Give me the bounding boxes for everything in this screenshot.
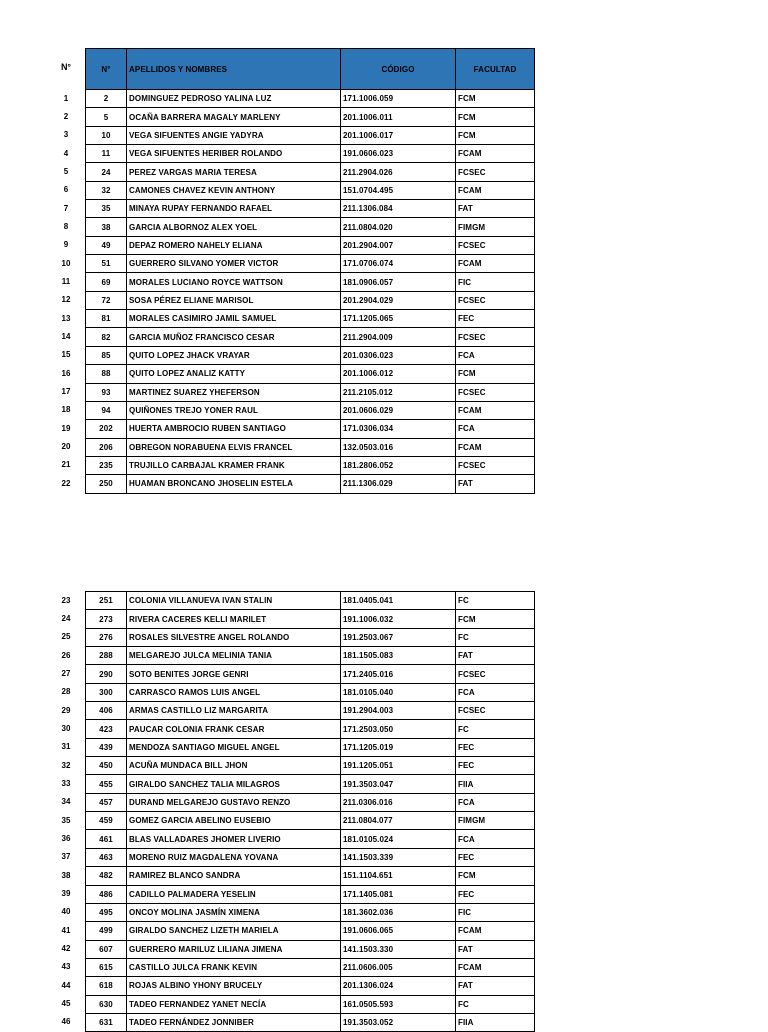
cell-number: 461 <box>86 830 127 848</box>
table-row <box>86 1013 535 1031</box>
cell-name: CAMONES CHAVEZ KEVIN ANTHONY <box>127 181 341 199</box>
cell-number: 5 <box>86 108 127 126</box>
cell-faculty: FCAM <box>456 438 535 456</box>
row-index: 16 <box>61 368 71 378</box>
cell-code: 141.1503.330 <box>341 940 456 958</box>
cell-code: 181.0906.057 <box>341 273 456 291</box>
row-index: 27 <box>61 668 71 678</box>
cell-number: 11 <box>86 145 127 163</box>
cell-faculty: FIIA <box>456 775 535 793</box>
cell-faculty: FCM <box>456 867 535 885</box>
cell-number: 38 <box>86 218 127 236</box>
cell-name: PEREZ VARGAS MARIA TERESA <box>127 163 341 181</box>
cell-number: 10 <box>86 126 127 144</box>
cell-faculty: FIMGM <box>456 218 535 236</box>
cell-faculty: FC <box>456 592 535 610</box>
cell-faculty: FCSEC <box>456 702 535 720</box>
cell-number: 423 <box>86 720 127 738</box>
row-index: 32 <box>61 760 71 770</box>
table-row <box>86 702 535 720</box>
cell-faculty: FEC <box>456 757 535 775</box>
cell-name: PAUCAR COLONIA FRANK CESAR <box>127 720 341 738</box>
cell-code: 181.2806.052 <box>341 456 456 474</box>
cell-name: CARRASCO RAMOS LUIS ANGEL <box>127 683 341 701</box>
cell-faculty: FCM <box>456 126 535 144</box>
cell-code: 171.1205.019 <box>341 738 456 756</box>
table-row <box>86 958 535 976</box>
cell-name: HUAMAN BRONCANO JHOSELIN ESTELA <box>127 475 341 493</box>
cell-number: 35 <box>86 200 127 218</box>
cell-faculty: FCA <box>456 830 535 848</box>
cell-code: 181.1505.083 <box>341 647 456 665</box>
table-row <box>86 273 535 291</box>
cell-number: 455 <box>86 775 127 793</box>
table-row <box>86 291 535 309</box>
table-row <box>86 420 535 438</box>
table-row <box>86 328 535 346</box>
table-row <box>86 383 535 401</box>
row-index: 37 <box>61 852 71 862</box>
row-index: 29 <box>61 705 71 715</box>
cell-faculty: FCA <box>456 346 535 364</box>
cell-number: 486 <box>86 885 127 903</box>
cell-code: 171.0706.074 <box>341 255 456 273</box>
cell-name: VEGA SIFUENTES ANGIE YADYRA <box>127 126 341 144</box>
cell-faculty: FCM <box>456 610 535 628</box>
cell-number: 93 <box>86 383 127 401</box>
cell-number: 273 <box>86 610 127 628</box>
cell-code: 151.0704.495 <box>341 181 456 199</box>
table-row <box>86 145 535 163</box>
cell-name: ONCOY MOLINA JASMÍN XIMENA <box>127 903 341 921</box>
table-row <box>86 793 535 811</box>
cell-faculty: FIIA <box>456 1013 535 1031</box>
row-index-column-1 <box>50 90 82 494</box>
cell-faculty: FC <box>456 720 535 738</box>
cell-code: 201.0306.023 <box>341 346 456 364</box>
row-index: 39 <box>61 889 71 898</box>
cell-name: QUITO LOPEZ JHACK VRAYAR <box>127 346 341 364</box>
cell-name: SOSA PÉREZ ELIANE MARISOL <box>127 291 341 309</box>
cell-name: QUITO LOPEZ ANALIZ KATTY <box>127 365 341 383</box>
cell-number: 32 <box>86 181 127 199</box>
cell-faculty: FCSEC <box>456 163 535 181</box>
row-index: 2 <box>63 111 69 121</box>
cell-number: 276 <box>86 628 127 646</box>
row-index: 30 <box>61 723 71 733</box>
cell-name: ROJAS ALBINO YHONY BRUCELY <box>127 977 341 995</box>
cell-faculty: FCSEC <box>456 383 535 401</box>
cell-name: HUERTA AMBROCIO RUBEN SANTIAGO <box>127 420 341 438</box>
cell-number: 235 <box>86 456 127 474</box>
cell-faculty: FCM <box>456 365 535 383</box>
table-row <box>86 738 535 756</box>
table-row <box>86 592 535 610</box>
cell-number: 49 <box>86 236 127 254</box>
cell-code: 201.0606.029 <box>341 401 456 419</box>
cell-code: 171.0306.034 <box>341 420 456 438</box>
cell-number: 439 <box>86 738 127 756</box>
students-table-2 <box>85 591 535 1032</box>
cell-code: 211.0306.016 <box>341 793 456 811</box>
cell-name: ROSALES SILVESTRE ANGEL ROLANDO <box>127 628 341 646</box>
cell-name: MORALES LUCIANO ROYCE WATTSON <box>127 273 341 291</box>
header-name: APELLIDOS Y NOMBRES <box>127 49 341 90</box>
cell-number: 630 <box>86 995 127 1013</box>
cell-code: 171.2503.050 <box>341 720 456 738</box>
row-index: 34 <box>61 797 71 807</box>
row-index: 18 <box>61 405 71 415</box>
cell-number: 618 <box>86 977 127 995</box>
row-index: 4 <box>63 148 69 158</box>
row-index: 43 <box>61 962 71 972</box>
cell-number: 72 <box>86 291 127 309</box>
header-code: CÓDIGO <box>341 49 456 90</box>
cell-faculty: FAT <box>456 475 535 493</box>
cell-number: 495 <box>86 903 127 921</box>
cell-faculty: FCAM <box>456 145 535 163</box>
cell-code: 191.0606.065 <box>341 922 456 940</box>
cell-code: 191.0606.023 <box>341 145 456 163</box>
cell-name: DEPAZ ROMERO NAHELY ELIANA <box>127 236 341 254</box>
cell-faculty: FAT <box>456 200 535 218</box>
cell-faculty: FEC <box>456 738 535 756</box>
cell-name: GIRALDO SANCHEZ LIZETH MARIELA <box>127 922 341 940</box>
row-index: 1 <box>63 93 69 103</box>
table-row <box>86 200 535 218</box>
table-row <box>86 720 535 738</box>
cell-faculty: FC <box>456 995 535 1013</box>
cell-name: VEGA SIFUENTES HERIBER ROLANDO <box>127 145 341 163</box>
cell-number: 615 <box>86 958 127 976</box>
table-row <box>86 683 535 701</box>
table-row <box>86 475 535 493</box>
cell-name: MORENO RUIZ MAGDALENA YOVANA <box>127 848 341 866</box>
row-index: 19 <box>61 423 71 433</box>
cell-code: 132.0503.016 <box>341 438 456 456</box>
cell-code: 211.0804.020 <box>341 218 456 236</box>
table-row <box>86 218 535 236</box>
cell-number: 2 <box>86 90 127 108</box>
cell-name: MINAYA RUPAY FERNANDO RAFAEL <box>127 200 341 218</box>
table-row <box>86 977 535 995</box>
row-index: 38 <box>61 870 71 880</box>
table-row <box>86 181 535 199</box>
cell-code: 211.2904.009 <box>341 328 456 346</box>
cell-faculty: FCAM <box>456 958 535 976</box>
table-row <box>86 757 535 775</box>
row-index: 13 <box>61 313 71 323</box>
row-index: 23 <box>61 595 71 605</box>
table-row <box>86 401 535 419</box>
table-row <box>86 346 535 364</box>
cell-code: 171.1205.065 <box>341 310 456 328</box>
header-number: N° <box>86 49 127 90</box>
cell-number: 406 <box>86 702 127 720</box>
row-index: 41 <box>61 925 71 935</box>
table-row <box>86 867 535 885</box>
cell-code: 191.1205.051 <box>341 757 456 775</box>
cell-name: COLONIA VILLANUEVA IVAN STALIN <box>127 592 341 610</box>
cell-name: DURAND MELGAREJO GUSTAVO RENZO <box>127 793 341 811</box>
cell-code: 201.1006.012 <box>341 365 456 383</box>
cell-code: 211.1306.084 <box>341 200 456 218</box>
row-index: 6 <box>63 185 69 195</box>
table-header-row <box>86 49 535 90</box>
cell-code: 201.1006.011 <box>341 108 456 126</box>
row-index: 28 <box>61 687 71 697</box>
row-index: 3 <box>63 130 69 140</box>
row-index: 45 <box>61 999 71 1009</box>
table-row <box>86 903 535 921</box>
row-index: 36 <box>61 833 71 843</box>
cell-name: GARCIA ALBORNOZ ALEX YOEL <box>127 218 341 236</box>
table-row <box>86 848 535 866</box>
cell-number: 607 <box>86 940 127 958</box>
cell-name: RIVERA CACERES KELLI MARILET <box>127 610 341 628</box>
row-index: 42 <box>61 944 71 954</box>
cell-faculty: FCAM <box>456 255 535 273</box>
cell-code: 211.0606.005 <box>341 958 456 976</box>
cell-name: GARCIA MUÑOZ FRANCISCO CESAR <box>127 328 341 346</box>
row-index: 22 <box>61 478 71 488</box>
table-row <box>86 830 535 848</box>
cell-code: 181.0105.024 <box>341 830 456 848</box>
cell-number: 290 <box>86 665 127 683</box>
table-row <box>86 775 535 793</box>
cell-name: GOMEZ GARCIA ABELINO EUSEBIO <box>127 812 341 830</box>
cell-name: TRUJILLO CARBAJAL KRAMER FRANK <box>127 456 341 474</box>
cell-number: 88 <box>86 365 127 383</box>
cell-faculty: FCAM <box>456 922 535 940</box>
cell-code: 201.2904.029 <box>341 291 456 309</box>
cell-number: 457 <box>86 793 127 811</box>
table-row <box>86 628 535 646</box>
row-index-column-2 <box>50 592 82 1032</box>
cell-number: 82 <box>86 328 127 346</box>
row-index: 9 <box>63 240 69 250</box>
cell-code: 151.1104.651 <box>341 867 456 885</box>
cell-code: 171.1405.081 <box>341 885 456 903</box>
outer-number-header: N° <box>60 62 72 72</box>
row-index: 25 <box>61 632 71 642</box>
cell-faculty: FCM <box>456 90 535 108</box>
cell-faculty: FCA <box>456 683 535 701</box>
cell-number: 251 <box>86 592 127 610</box>
cell-name: SOTO BENITES JORGE GENRI <box>127 665 341 683</box>
cell-number: 81 <box>86 310 127 328</box>
cell-number: 499 <box>86 922 127 940</box>
cell-name: CASTILLO JULCA FRANK KEVIN <box>127 958 341 976</box>
table-row <box>86 163 535 181</box>
cell-faculty: FIC <box>456 273 535 291</box>
cell-number: 300 <box>86 683 127 701</box>
cell-faculty: FEC <box>456 848 535 866</box>
cell-faculty: FAT <box>456 977 535 995</box>
cell-faculty: FCAM <box>456 401 535 419</box>
cell-code: 181.0405.041 <box>341 592 456 610</box>
cell-number: 51 <box>86 255 127 273</box>
cell-faculty: FCSEC <box>456 236 535 254</box>
table-row <box>86 610 535 628</box>
table-row <box>86 108 535 126</box>
cell-code: 211.0804.077 <box>341 812 456 830</box>
table-row <box>86 310 535 328</box>
cell-name: GUERRERO MARILUZ LILIANA JIMENA <box>127 940 341 958</box>
cell-faculty: FCSEC <box>456 328 535 346</box>
header-faculty: FACULTAD <box>456 49 535 90</box>
cell-code: 191.3503.052 <box>341 1013 456 1031</box>
cell-name: ACUÑA MUNDACA BILL JHON <box>127 757 341 775</box>
cell-name: MARTINEZ SUAREZ YHEFERSON <box>127 383 341 401</box>
cell-code: 191.2503.067 <box>341 628 456 646</box>
cell-number: 288 <box>86 647 127 665</box>
row-index: 14 <box>61 331 71 341</box>
cell-code: 141.1503.339 <box>341 848 456 866</box>
cell-number: 463 <box>86 848 127 866</box>
cell-faculty: FCA <box>456 420 535 438</box>
row-index: 44 <box>61 980 71 990</box>
cell-number: 94 <box>86 401 127 419</box>
cell-name: QUIÑONES TREJO YONER RAUL <box>127 401 341 419</box>
table-row <box>86 365 535 383</box>
cell-name: BLAS VALLADARES JHOMER LIVERIO <box>127 830 341 848</box>
cell-name: MENDOZA SANTIAGO MIGUEL ANGEL <box>127 738 341 756</box>
row-index: 26 <box>61 650 71 660</box>
cell-name: OBREGON NORABUENA ELVIS FRANCEL <box>127 438 341 456</box>
cell-code: 171.1006.059 <box>341 90 456 108</box>
cell-code: 181.0105.040 <box>341 683 456 701</box>
table-row <box>86 665 535 683</box>
cell-name: DOMINGUEZ PEDROSO YALINA LUZ <box>127 90 341 108</box>
cell-name: GIRALDO SANCHEZ TALIA MILAGROS <box>127 775 341 793</box>
row-index: 31 <box>61 742 71 752</box>
row-index: 12 <box>61 295 71 305</box>
cell-code: 191.2904.003 <box>341 702 456 720</box>
cell-faculty: FCSEC <box>456 665 535 683</box>
cell-number: 450 <box>86 757 127 775</box>
row-index: 15 <box>61 350 71 360</box>
cell-code: 171.2405.016 <box>341 665 456 683</box>
table-row <box>86 438 535 456</box>
table-row <box>86 995 535 1013</box>
cell-faculty: FIC <box>456 903 535 921</box>
row-index: 10 <box>61 258 71 268</box>
cell-code: 211.1306.029 <box>341 475 456 493</box>
row-index: 8 <box>63 221 69 231</box>
table-row <box>86 885 535 903</box>
cell-name: ARMAS CASTILLO LIZ MARGARITA <box>127 702 341 720</box>
cell-faculty: FC <box>456 628 535 646</box>
row-index: 24 <box>61 613 71 623</box>
row-index: 11 <box>61 276 71 286</box>
cell-code: 211.2105.012 <box>341 383 456 401</box>
table-row <box>86 940 535 958</box>
table-row <box>86 236 535 254</box>
table-row <box>86 255 535 273</box>
table-row <box>86 90 535 108</box>
cell-name: MORALES CASIMIRO JAMIL SAMUEL <box>127 310 341 328</box>
cell-number: 250 <box>86 475 127 493</box>
cell-faculty: FCAM <box>456 181 535 199</box>
students-table-1 <box>85 48 535 494</box>
cell-faculty: FAT <box>456 647 535 665</box>
cell-number: 206 <box>86 438 127 456</box>
cell-name: RAMIREZ BLANCO SANDRA <box>127 867 341 885</box>
table-row <box>86 922 535 940</box>
table-row <box>86 812 535 830</box>
row-index: 35 <box>61 815 71 825</box>
cell-code: 161.0505.593 <box>341 995 456 1013</box>
row-index: 40 <box>61 907 71 917</box>
cell-code: 191.3503.047 <box>341 775 456 793</box>
cell-name: CADILLO PALMADERA YESELIN <box>127 885 341 903</box>
cell-faculty: FCSEC <box>456 291 535 309</box>
cell-faculty: FCM <box>456 108 535 126</box>
cell-number: 24 <box>86 163 127 181</box>
cell-number: 69 <box>86 273 127 291</box>
cell-faculty: FEC <box>456 310 535 328</box>
table-row <box>86 456 535 474</box>
cell-number: 631 <box>86 1013 127 1031</box>
cell-faculty: FIMGM <box>456 812 535 830</box>
cell-name: GUERRERO SILVANO YOMER VICTOR <box>127 255 341 273</box>
cell-code: 211.2904.026 <box>341 163 456 181</box>
cell-name: OCAÑA BARRERA MAGALY MARLENY <box>127 108 341 126</box>
cell-number: 202 <box>86 420 127 438</box>
cell-number: 482 <box>86 867 127 885</box>
cell-faculty: FCA <box>456 793 535 811</box>
cell-code: 191.1006.032 <box>341 610 456 628</box>
row-index: 46 <box>61 1017 71 1027</box>
cell-faculty: FCSEC <box>456 456 535 474</box>
cell-name: MELGAREJO JULCA MELINIA TANIA <box>127 647 341 665</box>
row-index: 20 <box>61 442 71 452</box>
cell-faculty: FAT <box>456 940 535 958</box>
row-index: 7 <box>63 203 69 213</box>
table-row <box>86 647 535 665</box>
table-row <box>86 126 535 144</box>
row-index: 33 <box>61 778 71 788</box>
cell-code: 201.1006.017 <box>341 126 456 144</box>
row-index: 5 <box>63 166 69 176</box>
cell-faculty: FEC <box>456 885 535 903</box>
cell-name: TADEO FERNANDEZ YANET NECÍA <box>127 995 341 1013</box>
cell-code: 201.1306.024 <box>341 977 456 995</box>
cell-number: 459 <box>86 812 127 830</box>
row-index: 21 <box>61 460 71 470</box>
cell-name: TADEO FERNÁNDEZ JONNIBER <box>127 1013 341 1031</box>
cell-code: 201.2904.007 <box>341 236 456 254</box>
row-index: 17 <box>61 387 71 396</box>
cell-code: 181.3602.036 <box>341 903 456 921</box>
cell-number: 85 <box>86 346 127 364</box>
